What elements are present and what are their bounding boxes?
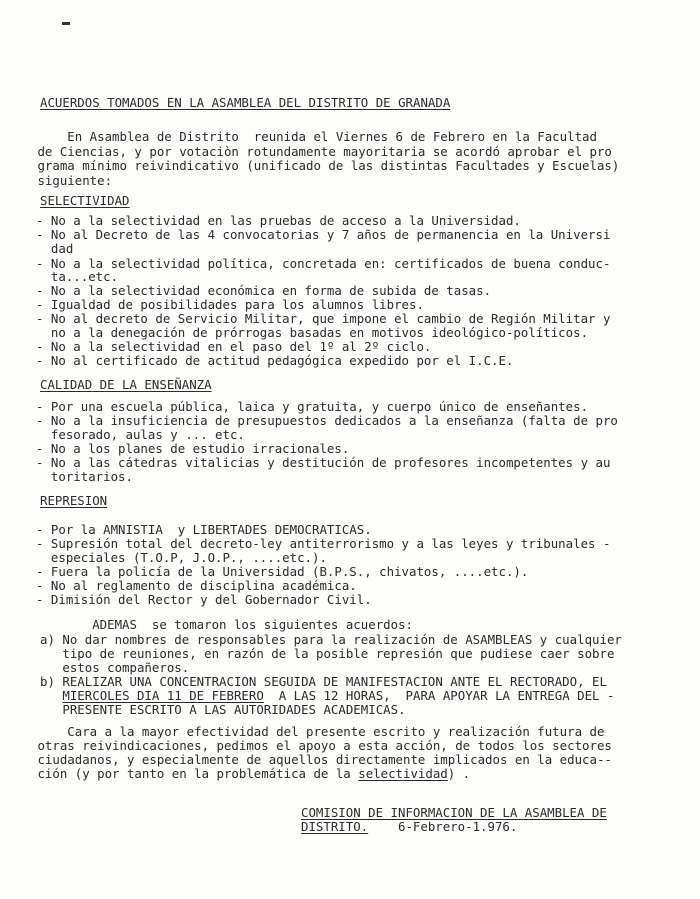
represion-line: - Dimisión del Rector y del Gobernador Civil. <box>36 592 372 607</box>
agreement-a-line: tipo de reuniones, en razón de la posible represión que pudiese caer sobre <box>40 646 615 661</box>
agreement-b-date: MIERCOLES DIA 11 DE FEBRERO <box>62 688 264 703</box>
selectividad-line: no a la denegación de prórrogas basadas en motivos ideológico-políticos. <box>36 325 589 340</box>
selectividad-line: - No a la selectividad en el paso del 1º al 2º ciclo. <box>36 339 432 354</box>
margin-mark <box>62 22 70 25</box>
represion-line: - Por la AMNISTIA y LIBERTADES DEMOCRATICAS. <box>36 522 372 537</box>
document-title: ACUERDOS TOMADOS EN LA ASAMBLEA DEL DISTRITO DE GRANADA <box>40 95 451 110</box>
closing-last-prefix: ción (y por tanto en la problemática de la <box>30 766 359 781</box>
signature-distrito: DISTRITO. <box>301 819 369 834</box>
selectividad-line: - No a la selectividad política, concretada en: certificados de buena conduc- <box>36 256 611 271</box>
selectividad-line: ta...etc. <box>36 269 119 284</box>
intro-line-4: siguiente: <box>30 173 113 188</box>
agreement-b-rest: A LAS 12 HORAS, PARA APOYAR LA ENTREGA DEL - <box>263 688 615 703</box>
calidad-line: - No a los planes de estudio irracionales. <box>36 441 350 456</box>
closing-line: Cara a la mayor efectividad del presente escrito y realización futura de <box>30 724 605 739</box>
intro-line-2: de Ciencias, y por votaciòn rotundamente mayoritaria se acordó aprobar el pro <box>30 144 612 159</box>
selectividad-line: - No a la selectividad económica en forma de subida de tasas. <box>36 283 492 298</box>
represion-line: - Supresión total del decreto-ley antiterrorismo y a las leyes y tribunales - <box>36 536 611 551</box>
selectividad-line: - No al Decreto de las 4 convocatorias y 7 años de permanencia en la Universi <box>36 227 611 242</box>
selectividad-line: - Igualdad de posibilidades para los alumnos libres. <box>36 297 424 312</box>
calidad-line: - No a las cátedras vitalicias y destitución de profesores incompetentes y au <box>36 455 611 470</box>
calidad-line: fesorado, aulas y ... etc. <box>36 427 245 442</box>
signature-committee: COMISION DE INFORMACION DE LA ASAMBLEA DE <box>301 805 607 820</box>
selectividad-line: - No al certificado de actitud pedagógica expedido por el I.C.E. <box>36 353 514 368</box>
intro-line-1: En Asamblea de Distrito reunida el Viernes 6 de Febrero en la Facultad <box>30 129 597 144</box>
section-heading-represion: REPRESION <box>40 493 108 508</box>
selectividad-line: - No a la selectividad en las pruebas de acceso a la Universidad. <box>36 213 521 228</box>
calidad-line: - Por una escuela pública, laica y gratuita, y cuerpo único de enseñantes. <box>36 399 589 414</box>
section-heading-calidad: CALIDAD DE LA ENSEÑANZA <box>40 377 212 392</box>
agreement-b-line: b) REALIZAR UNA CONCENTRACION SEGUIDA DE MANIFESTACION ANTE EL RECTORADO, EL <box>40 674 607 689</box>
closing-line <box>30 767 470 781</box>
agreement-a-line: a) No dar nombres de responsables para la realización de ASAMBLEAS y cualquier <box>40 632 622 647</box>
closing-selectividad: selectividad <box>358 766 448 781</box>
closing-last-suffix: ) . <box>447 766 471 781</box>
intro-line-3: grama mínimo reivindicativo (unificado de las distintas Facultades y Escuelas) <box>30 158 620 173</box>
signature-date-line <box>301 820 517 834</box>
selectividad-line: - No al decreto de Servicio Militar, que impone el cambio de Región Militar y <box>36 311 611 326</box>
selectividad-line: dad <box>36 241 74 256</box>
section-heading-selectividad: SELECTIVIDAD <box>40 193 130 208</box>
represion-line: - Fuera la policía de la Universidad (B.P.S., chivatos, ....etc.). <box>36 564 529 579</box>
closing-line: otras reivindicaciones, pedimos el apoyo a esta acción, de todos los sectores <box>30 738 612 753</box>
agreement-a-line: estos compañeros. <box>40 660 190 675</box>
calidad-line: - No a la insuficiencia de presupuestos dedicados a la enseñanza (falta de pro <box>36 413 618 428</box>
agreement-b-line: PRESENTE ESCRITO A LAS AUTORIDADES ACADEMICAS. <box>40 702 406 717</box>
signature-date: 6-Febrero-1.976. <box>368 819 518 834</box>
agreement-b-line <box>40 689 614 703</box>
closing-line: ciudadanos, y especialmente de aquellos directamente implicados en la educa-- <box>30 752 612 767</box>
agreements-lead: ADEMAS se tomaron los siguientes acuerdos: <box>40 617 413 632</box>
calidad-line: toritarios. <box>36 469 133 484</box>
represion-line: - No al reglamento de disciplina académica. <box>36 578 357 593</box>
agreement-b-indent <box>40 688 62 703</box>
represion-line: especiales (T.O.P, J.O.P., ....etc.). <box>36 550 327 565</box>
